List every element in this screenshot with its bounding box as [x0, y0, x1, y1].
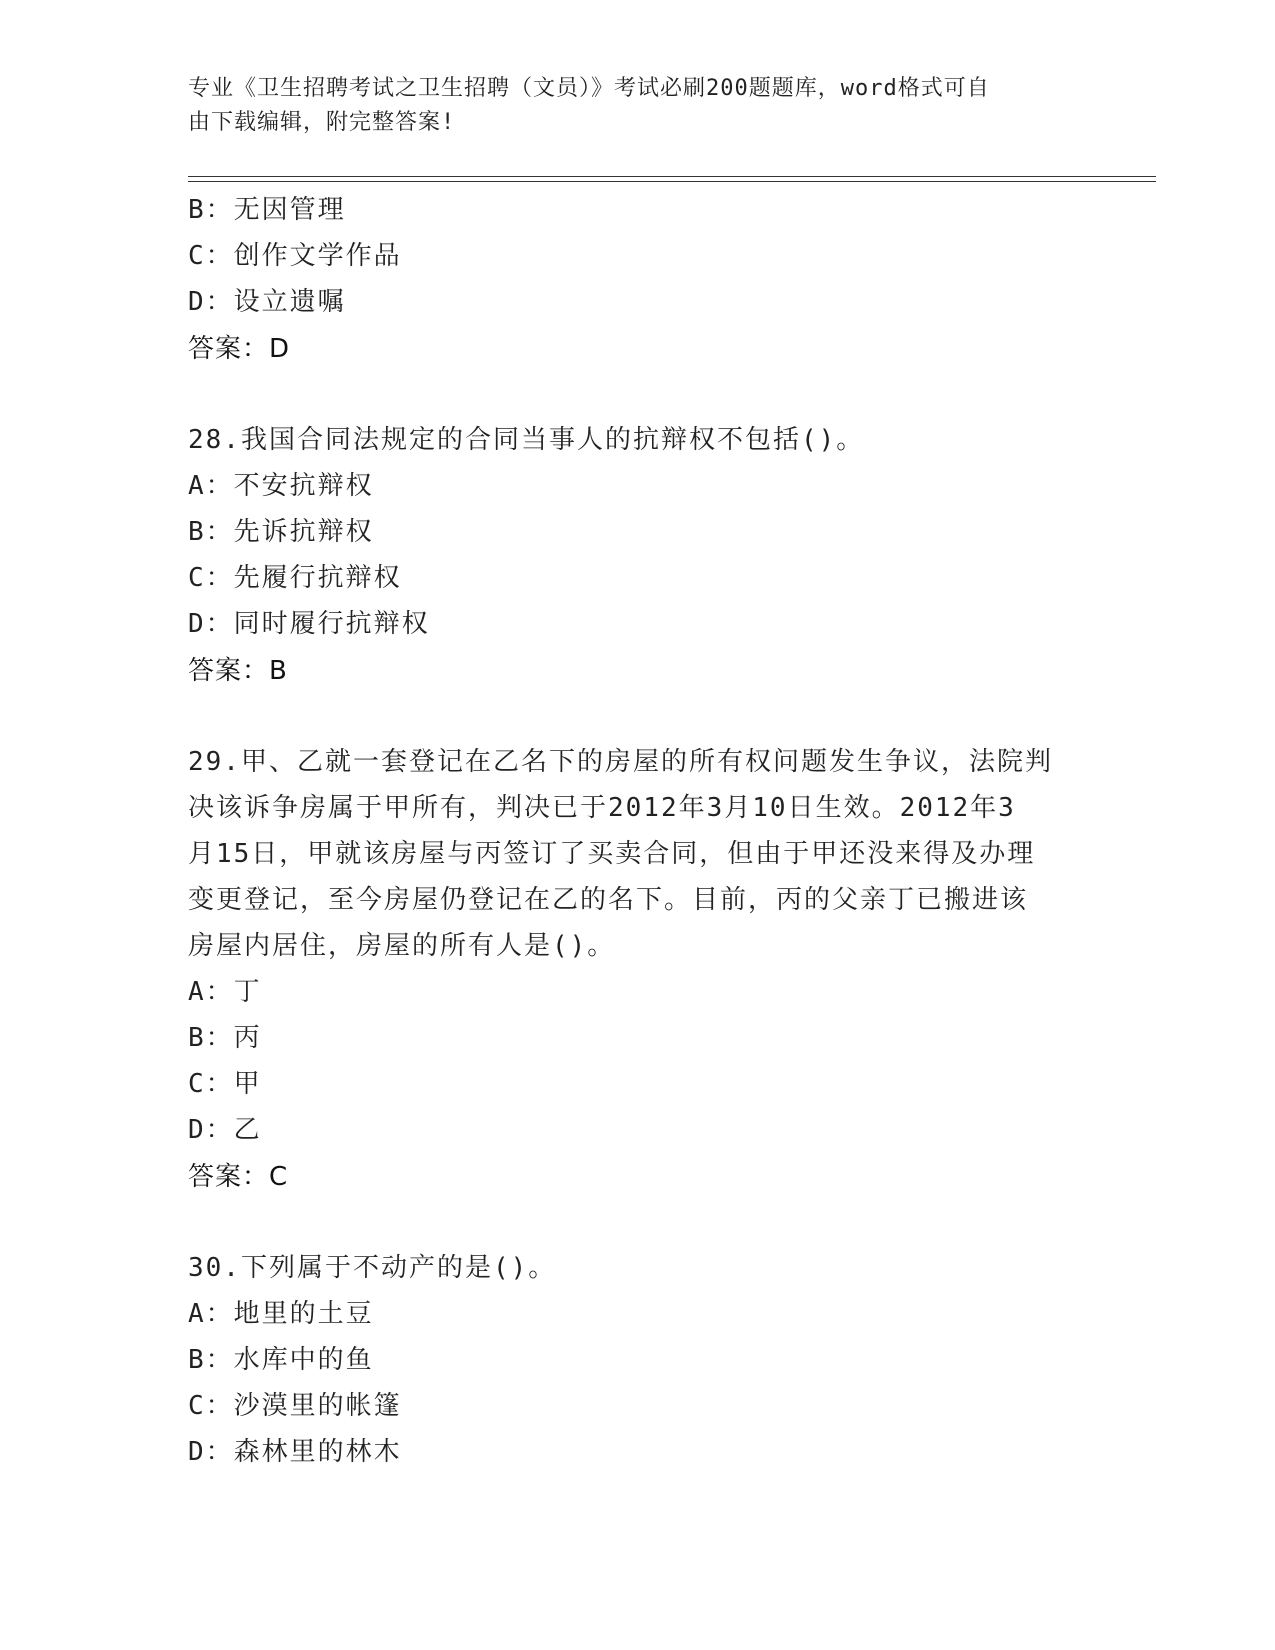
option-a: A：不安抗辩权: [188, 471, 374, 501]
question-stem-line: 29.甲、乙就一套登记在乙名下的房屋的所有权问题发生争议，法院判: [188, 747, 1053, 777]
question-stem-line: 月15日，甲就该房屋与丙签订了买卖合同，但由于甲还没来得及办理: [188, 839, 1036, 869]
option-b: B：先诉抗辩权: [188, 517, 374, 547]
header-line-2: 由下载编辑，附完整答案!: [188, 110, 456, 135]
question-stem-line: 变更登记，至今房屋仍登记在乙的名下。目前，丙的父亲丁已搬进该: [188, 885, 1029, 915]
question-28: [188, 417, 1088, 695]
question-stem: 28.我国合同法规定的合同当事人的抗辩权不包括()。: [188, 425, 865, 455]
option-b: B：无因管理: [188, 195, 346, 225]
option-c: C：沙漠里的帐篷: [188, 1391, 402, 1421]
spacer: [188, 1201, 1088, 1245]
header-rule-top: [188, 176, 1156, 177]
question-stem: 30.下列属于不动产的是()。: [188, 1253, 557, 1283]
header-rule-bottom: [188, 181, 1156, 182]
answer-line: 答案：C: [188, 1162, 289, 1192]
document-header: [188, 72, 1068, 140]
answer-line: 答案：D: [188, 334, 291, 364]
option-d: D：森林里的林木: [188, 1437, 402, 1467]
option-d: D：设立遗嘱: [188, 287, 346, 317]
question-content: [188, 187, 1088, 1475]
option-b: B：丙: [188, 1023, 262, 1053]
option-d: D：乙: [188, 1115, 262, 1145]
option-d: D：同时履行抗辩权: [188, 609, 430, 639]
header-line-1: 专业《卫生招聘考试之卫生招聘（文员）》考试必刷200题题库，word格式可自: [188, 76, 990, 101]
option-a: A：地里的土豆: [188, 1299, 374, 1329]
carryover-block: [188, 187, 1088, 373]
question-stem-line: 房屋内居住，房屋的所有人是()。: [188, 931, 616, 961]
option-c: C：先履行抗辩权: [188, 563, 402, 593]
question-stem-line: 决该诉争房属于甲所有，判决已于2012年3月10日生效。2012年3: [188, 793, 1016, 823]
option-c: C：创作文学作品: [188, 241, 402, 271]
option-a: A：丁: [188, 977, 262, 1007]
spacer: [188, 373, 1088, 417]
answer-line: 答案：B: [188, 656, 288, 686]
question-29: [188, 739, 1088, 1201]
question-30: [188, 1245, 1088, 1475]
spacer: [188, 695, 1088, 739]
option-c: C：甲: [188, 1069, 262, 1099]
option-b: B：水库中的鱼: [188, 1345, 374, 1375]
